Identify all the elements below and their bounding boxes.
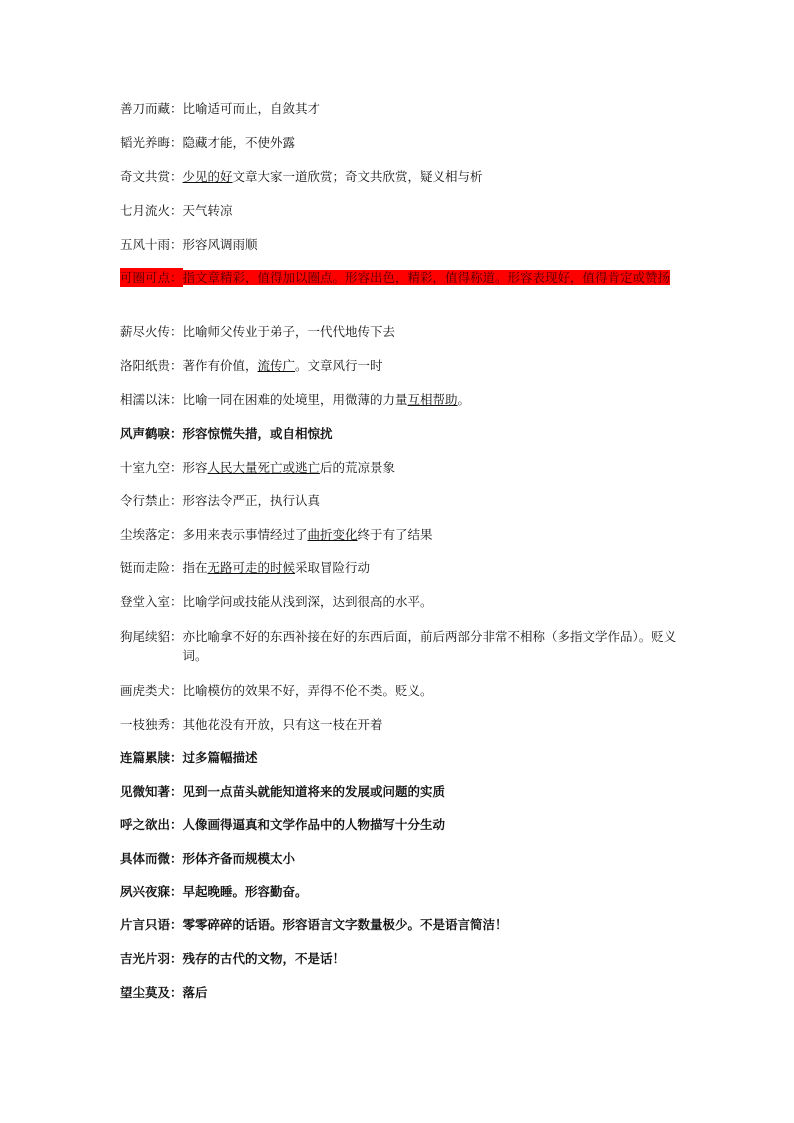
idiom-entry: [120, 748, 680, 767]
idiom-definition: [183, 882, 680, 901]
underlined-phrase: 无路可走的时候: [207, 560, 296, 575]
idiom-entry: [120, 849, 680, 868]
idiom-term: 见微知著：: [120, 784, 183, 799]
idiom-definition: [183, 627, 680, 665]
idiom-term: 铤而走险：: [120, 560, 183, 575]
idiom-term: 具体而微：: [120, 851, 183, 866]
idiom-entry: [120, 458, 680, 477]
idiom-definition: [183, 681, 680, 700]
idiom-term: 风声鹤唳：: [120, 426, 183, 441]
idiom-term: 呼之欲出：: [120, 817, 183, 832]
idiom-entry: [120, 424, 680, 443]
idiom-term: 十室九空：: [120, 460, 183, 475]
definition-text: 其他花没有开放，只有这一枝在开着: [182, 717, 383, 732]
idiom-term: 画虎类犬：: [120, 683, 183, 698]
idiom-term: 令行禁止：: [120, 493, 183, 508]
idiom-term: 一枝独秀：: [120, 717, 183, 732]
idiom-definition: [183, 491, 680, 510]
idiom-entry: [120, 627, 680, 665]
idiom-entry: [120, 167, 680, 186]
idiom-definition: [183, 983, 680, 1002]
definition-text: 指在: [182, 560, 208, 575]
idiom-term: 韬光养晦：: [120, 135, 183, 150]
idiom-term: 可圈可点：: [120, 270, 183, 285]
idiom-term: 吉光片羽：: [120, 951, 183, 966]
definition-text: 早起晚睡。形容勤奋。: [182, 884, 308, 899]
underlined-phrase: 流传广: [257, 358, 296, 373]
definition-text: 过多篇幅描述: [182, 750, 258, 765]
idiom-definition: [183, 390, 680, 409]
idiom-entry: [120, 681, 680, 700]
idiom-entry: [120, 491, 680, 510]
idiom-definition: [183, 558, 680, 577]
idiom-definition: [183, 458, 680, 477]
definition-text: 落后: [182, 985, 208, 1000]
definition-text: 文章大家一道欣赏；奇文共欣赏，疑义相与析: [232, 169, 483, 184]
idiom-term: 连篇累牍：: [120, 750, 183, 765]
idiom-entry: [120, 882, 680, 901]
underlined-phrase: 人民大量死亡或逃亡: [207, 460, 321, 475]
idiom-term: 夙兴夜寐：: [120, 884, 183, 899]
idiom-definition: [183, 356, 680, 375]
definition-text: 形容法令严正，执行认真: [182, 493, 321, 508]
underlined-phrase: 少见的好: [182, 169, 233, 184]
definition-text: 著作有价值，: [182, 358, 258, 373]
definition-text: 亦比喻拿不好的东西补接在好的东西后面，前后两部分非常不相称（多指文学作品）。贬义词。: [182, 629, 677, 663]
idiom-definition: [183, 167, 680, 186]
idiom-definition: [183, 782, 680, 801]
idiom-entry: [120, 949, 680, 968]
definition-text: 形体齐备而规模太小: [182, 851, 296, 866]
idiom-definition: [183, 748, 680, 767]
idiom-entry: [120, 322, 680, 341]
definition-text: 比喻学问或技能从浅到深，达到很高的水平。: [182, 594, 433, 609]
idiom-definition: [183, 525, 680, 544]
definition-text: 零零碎碎的话语。形容语言文字数量极少。不是语言简洁！: [182, 917, 508, 932]
idiom-entry: [120, 715, 680, 734]
idiom-term: 五风十雨：: [120, 237, 183, 252]
idiom-entry: [120, 99, 680, 118]
idiom-term: 望尘莫及：: [120, 985, 183, 1000]
idiom-entry: [120, 782, 680, 801]
idiom-definition: [183, 849, 680, 868]
idiom-entry: [120, 235, 680, 254]
definition-text: 。: [457, 392, 471, 407]
definition-text: 见到一点苗头就能知道将来的发展或问题的实质: [182, 784, 446, 799]
idiom-term: 七月流火：: [120, 203, 183, 218]
definition-text: 终于有了结果: [357, 527, 433, 542]
underlined-phrase: 互相帮助: [407, 392, 458, 407]
idiom-term: 片言只语：: [120, 917, 183, 932]
definition-text: 残存的古代的文物，不是话！: [182, 951, 346, 966]
definition-text: 多用来表示事情经过了: [182, 527, 308, 542]
idiom-term: 洛阳纸贵：: [120, 358, 183, 373]
idiom-entry: [120, 201, 680, 220]
definition-text: 形容: [182, 460, 208, 475]
idiom-definition: [183, 322, 680, 341]
idiom-definition: [183, 235, 680, 254]
idiom-entry: [120, 356, 680, 375]
idiom-definition: [183, 201, 680, 220]
idiom-entry: [120, 558, 680, 577]
idiom-entry: [120, 390, 680, 409]
idiom-definition: [183, 268, 676, 287]
idiom-term: 奇文共赏：: [120, 169, 183, 184]
idiom-entry: [120, 525, 680, 544]
idiom-definition: [183, 915, 680, 934]
idiom-entry: [120, 133, 680, 152]
idiom-entry: [120, 915, 680, 934]
definition-text: 隐藏才能，不使外露: [182, 135, 296, 150]
underlined-phrase: 曲折变化: [307, 527, 358, 542]
definition-text: 采取冒险行动: [295, 560, 371, 575]
idiom-definition: [183, 592, 680, 611]
idiom-term: 相濡以沫：: [120, 392, 183, 407]
idiom-definition: [183, 949, 680, 968]
idiom-term: 尘埃落定：: [120, 527, 183, 542]
idiom-definition: [183, 99, 680, 118]
idiom-definition: [183, 424, 680, 443]
definition-text: 形容风调雨顺: [182, 237, 258, 252]
idiom-term: 狗尾续貂：: [120, 629, 183, 644]
idiom-entry: [120, 815, 680, 834]
definition-text: 指文章精彩，值得加以圈点。形容出色，精彩，值得称道。形容表现好，值得肯定或赞扬: [182, 270, 671, 285]
idiom-definition: [183, 715, 680, 734]
definition-text: 人像画得逼真和文学作品中的人物描写十分生动: [182, 817, 446, 832]
definition-text: 比喻适可而止，自敛其才: [182, 101, 321, 116]
definition-text: 后的荒凉景象: [320, 460, 396, 475]
idiom-entry: [120, 268, 676, 287]
idiom-entry: [120, 983, 680, 1002]
definition-text: 比喻师父传业于弟子，一代代地传下去: [182, 324, 396, 339]
idiom-term: 薪尽火传：: [120, 324, 183, 339]
definition-text: 。文章风行一时: [295, 358, 383, 373]
idiom-definition: [183, 815, 680, 834]
idiom-term: 善刀而藏：: [120, 101, 183, 116]
idiom-definition: [183, 133, 680, 152]
idiom-entry: [120, 592, 680, 611]
definition-text: 形容惊慌失措，或自相惊扰: [182, 426, 333, 441]
definition-text: 比喻一同在困难的处境里，用微薄的力量: [182, 392, 408, 407]
idiom-term: 登堂入室：: [120, 594, 183, 609]
definition-text: 比喻模仿的效果不好，弄得不伦不类。贬义。: [182, 683, 433, 698]
definition-text: 天气转凉: [182, 203, 233, 218]
